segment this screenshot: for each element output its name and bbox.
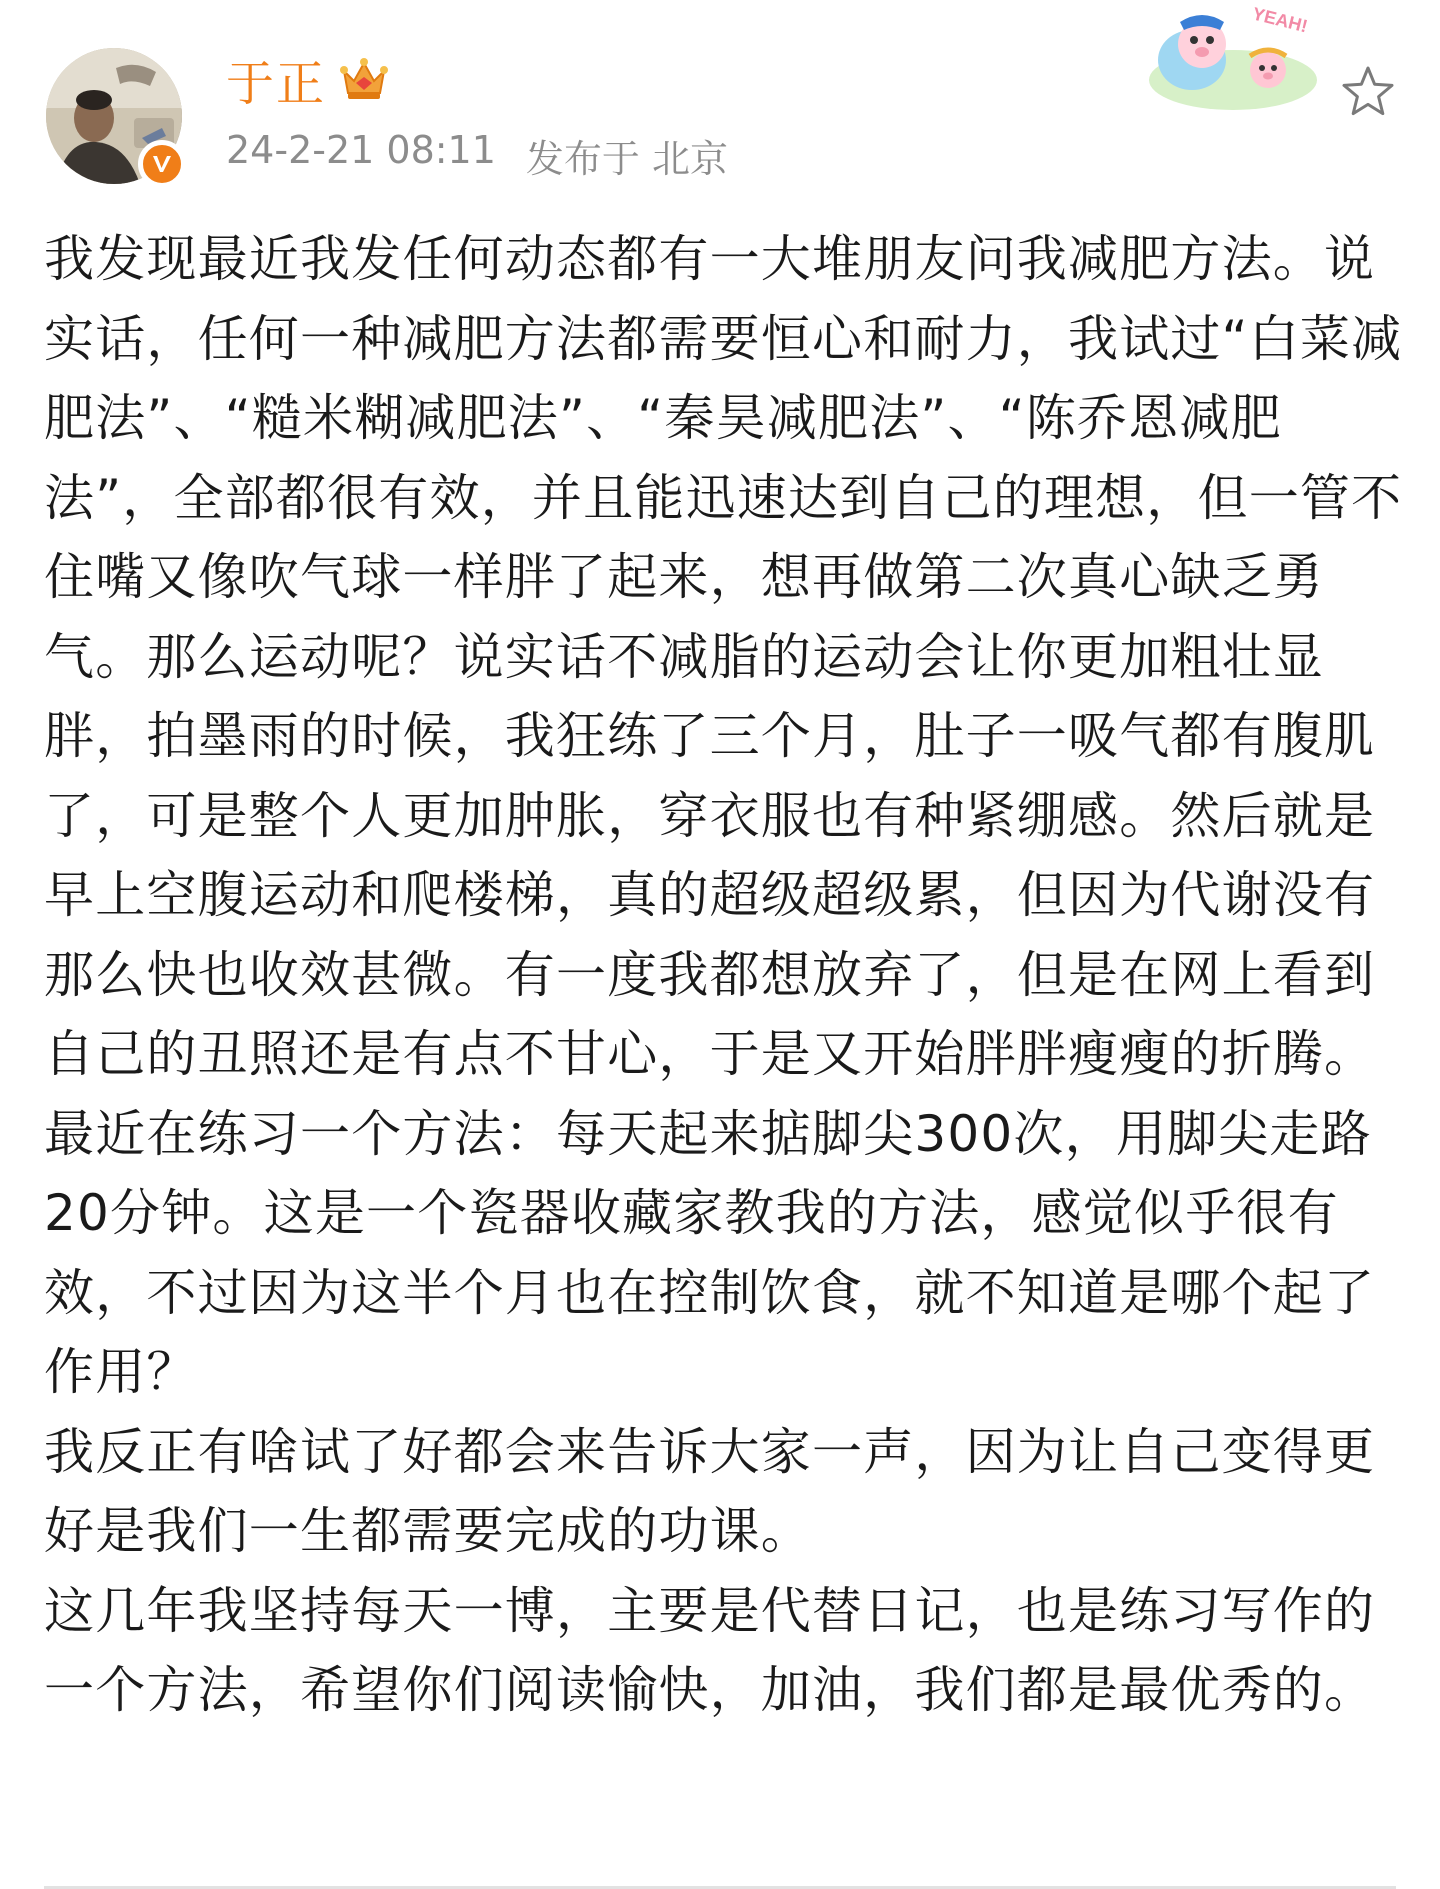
post-timestamp: 24-2-21 08:11: [226, 128, 496, 172]
post-content: [44, 220, 1404, 1731]
post-paragraph: 我发现最近我发任何动态都有一大堆朋友问我减肥方法。说实话，任何一种减肥方法都需要恒心和耐力，我试过“白菜减肥法”、“糙米糊减肥法”、“秦昊减肥法”、“陈乔恩减肥法”，全部都很有效，并且能迅速达到自己的理想，但一管不住嘴又像吹气球一样胖了起来，想再做第二次真心缺乏勇气。那么运动呢？说实话不减脂的运动会让你更加粗壮显胖，拍墨雨的时候，我狂练了三个月，肚子一吸气都有腹肌了，可是整个人更加肿胀，穿衣服也有种紧绷感。然后就是早上空腹运动和爬楼梯，真的超级超级累，但因为代谢没有那么快也收效甚微。有一度我都想放弃了，但是在网上看到自己的丑照还是有点不甘心，于是又开始胖胖瘦瘦的折腾。: [44, 230, 1403, 1083]
post-paragraph: 这几年我坚持每天一博，主要是代替日记，也是练习写作的一个方法，希望你们阅读愉快，加油，我们都是最优秀的。: [44, 1581, 1376, 1719]
crown-icon: [338, 53, 390, 105]
avatar-container[interactable]: [46, 48, 182, 184]
pig-sticker-decoration: [1144, 0, 1322, 114]
star-outline-icon[interactable]: [1338, 62, 1398, 122]
username-row: [226, 44, 390, 114]
post-paragraph: 最近在练习一个方法：每天起来掂脚尖300次，用脚尖走路20分钟。这是一个瓷器收藏家教我的方法，感觉似乎很有效，不过因为这半个月也在控制饮食，就不知道是哪个起了作用？: [44, 1104, 1376, 1401]
username[interactable]: 于正: [226, 55, 327, 112]
post-meta: [226, 128, 728, 183]
post-location: 发布于 北京: [525, 137, 728, 181]
sticker-text: YEAH!: [1250, 3, 1310, 37]
verified-v-icon: [138, 140, 186, 188]
post-paragraph: 我反正有啥试了好都会来告诉大家一声，因为让自己变得更好是我们一生都需要完成的功课。: [44, 1422, 1376, 1560]
